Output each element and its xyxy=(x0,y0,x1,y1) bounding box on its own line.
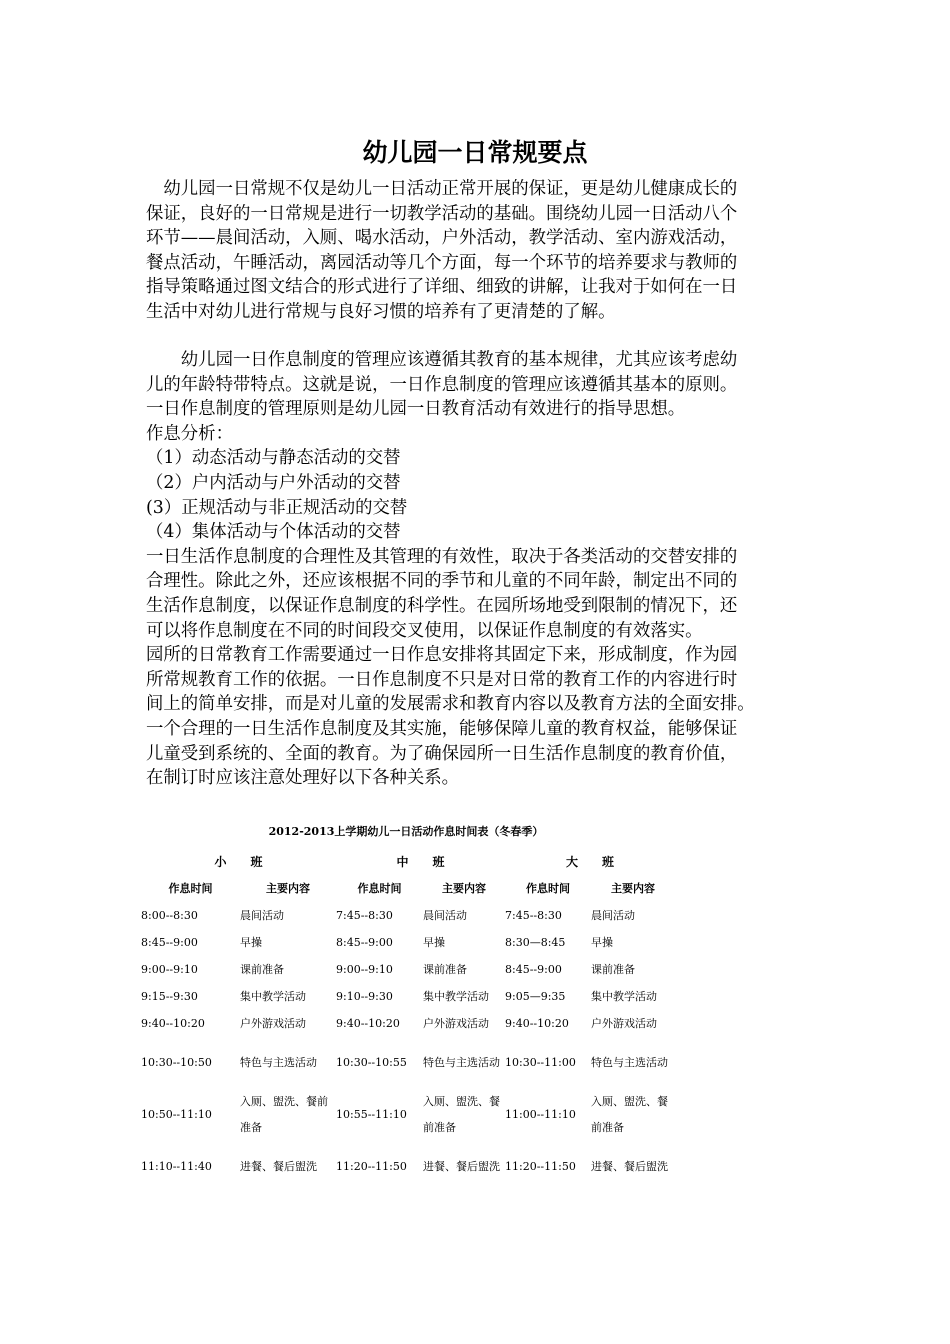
intro-line: 餐点活动，午睡活动，离园活动等几个方面，每一个环节的培养要求与教师的 xyxy=(146,252,738,273)
body-line: 在制订时应该注意处理好以下各种关系。 xyxy=(146,768,460,789)
schedule-table xyxy=(141,848,675,1193)
table-cell: 晨间活动 xyxy=(240,908,284,922)
table-cell: 课前准备 xyxy=(240,962,284,976)
table-cell: 9:40--10:20 xyxy=(505,1016,569,1030)
table-cell: 9:40--10:20 xyxy=(336,1016,400,1030)
table-cell: 集中教学活动 xyxy=(240,989,306,1003)
table-cell: 10:30--10:55 xyxy=(336,1056,407,1069)
intro-line: 指导策略通过图文结合的形式进行了详细、细致的讲解，让我对于如何在一日 xyxy=(146,277,738,298)
table-cell: 户外游戏活动 xyxy=(423,1016,489,1030)
body-line: 合理性。除此之外，还应该根据不同的季节和儿童的不同年龄，制定出不同的 xyxy=(146,571,738,592)
intro-line: 保证，良好的一日常规是进行一切教学活动的基础。围绕幼儿园一日活动八个 xyxy=(146,203,738,224)
column-header: 作息时间 xyxy=(168,882,213,895)
table-cell: 7:45--8:30 xyxy=(336,908,393,922)
intro-line: 生活中对幼儿进行常规与良好习惯的培养有了更清楚的了解。 xyxy=(146,301,616,322)
table-cell: 进餐、餐后盥洗 xyxy=(423,1160,500,1173)
table-cell: 课前准备 xyxy=(591,962,635,976)
table-cell: 11:00--11:10 xyxy=(505,1108,576,1121)
body-line: 儿的年龄特带特点。这就是说，一日作息制度的管理应该遵循其基本的原则。 xyxy=(146,374,738,395)
table-cell: 10:50--11:10 xyxy=(141,1108,212,1121)
body-line: 幼儿园一日作息制度的管理应该遵循其教育的基本规律，尤其应该考虑幼 xyxy=(146,350,738,370)
table-row xyxy=(141,902,675,929)
table-cell: 特色与主选活动 xyxy=(240,1056,317,1069)
table-cell: 7:45--8:30 xyxy=(505,908,562,922)
body-line: （4）集体活动与个体活动的交替 xyxy=(146,522,401,543)
body-line: 一个合理的一日生活作息制度及其实施，能够保障儿童的教育权益，能够保证 xyxy=(146,718,738,739)
body-line: 作息分析： xyxy=(146,423,233,444)
table-cell: 10:30--10:50 xyxy=(141,1056,212,1069)
main-body xyxy=(146,348,814,791)
table-cell: 特色与主选活动 xyxy=(591,1056,668,1069)
table-cell: 进餐、餐后盥洗 xyxy=(240,1160,317,1173)
body-line: (3）正规活动与非正规活动的交替 xyxy=(146,497,408,518)
table-cell: 进餐、餐后盥洗 xyxy=(591,1160,668,1173)
table-cell: 9:10--9:30 xyxy=(336,989,393,1003)
table-cell: 入厕、盥洗、餐前准备 xyxy=(423,1095,500,1134)
class-large-header: 大 班 xyxy=(565,854,614,869)
table-row xyxy=(141,983,675,1010)
body-line: （1）动态活动与静态活动的交替 xyxy=(146,448,401,469)
body-line: （2）户内活动与户外活动的交替 xyxy=(146,472,401,493)
column-header: 主要内容 xyxy=(611,882,655,895)
table-cell: 晨间活动 xyxy=(591,908,635,922)
class-middle-header: 中 班 xyxy=(396,854,445,869)
table-cell: 9:05—9:35 xyxy=(505,989,566,1003)
page-title: 幼儿园一日常规要点 xyxy=(362,138,588,167)
table-cell: 入厕、盥洗、餐前准备 xyxy=(240,1095,328,1134)
body-line: 一日生活作息制度的合理性及其管理的有效性，取决于各类活动的交替安排的 xyxy=(146,546,738,567)
class-header-row xyxy=(141,848,675,874)
table-cell: 8:45--9:00 xyxy=(505,962,562,976)
class-small-header: 小 班 xyxy=(214,854,263,869)
table-cell: 入厕、盥洗、餐前准备 xyxy=(591,1095,668,1134)
table-cell: 11:20--11:50 xyxy=(505,1160,576,1173)
table-cell: 集中教学活动 xyxy=(423,989,489,1003)
table-cell: 9:40--10:20 xyxy=(141,1016,205,1030)
table-cell: 户外游戏活动 xyxy=(240,1016,306,1030)
body-line: 可以将作息制度在不同的时间段交叉使用，以保证作息制度的有效落实。 xyxy=(146,620,703,641)
table-cell: 特色与主选活动 xyxy=(423,1056,500,1069)
table-cell: 课前准备 xyxy=(423,962,467,976)
table-row xyxy=(141,1141,675,1193)
table-cell: 8:30—8:45 xyxy=(505,935,566,949)
body-line: 园所的日常教育工作需要通过一日作息安排将其固定下来，形成制度，作为园 xyxy=(146,645,738,666)
column-header: 主要内容 xyxy=(442,882,486,895)
table-row xyxy=(141,956,675,983)
schedule-title: 2012-2013上学期幼儿一日活动作息时间表（冬春季） xyxy=(268,825,544,838)
body-line: 儿童受到系统的、全面的教育。为了确保园所一日生活作息制度的教育价值， xyxy=(146,743,738,764)
body-line: 所常规教育工作的依据。一日作息制度不只是对日常的教育工作的内容进行时 xyxy=(146,669,738,690)
table-cell: 8:45--9:00 xyxy=(336,935,393,949)
table-cell: 8:00--8:30 xyxy=(141,908,198,922)
body-line: 间上的简单安排，而是对儿童的发展需求和教育内容以及教育方法的全面安排。 xyxy=(146,694,755,715)
table-row xyxy=(141,1089,675,1141)
column-header: 作息时间 xyxy=(357,882,402,895)
table-cell: 9:15--9:30 xyxy=(141,989,198,1003)
table-cell: 11:10--11:40 xyxy=(141,1160,212,1173)
table-cell: 11:20--11:50 xyxy=(336,1160,407,1173)
table-row xyxy=(141,1037,675,1089)
body-line: 一日作息制度的管理原则是幼儿园一日教育活动有效进行的指导思想。 xyxy=(146,399,686,420)
table-row xyxy=(141,1010,675,1037)
column-header: 作息时间 xyxy=(526,882,570,895)
table-cell: 9:00--9:10 xyxy=(336,962,393,976)
intro-line: 幼儿园一日常规不仅是幼儿一日活动正常开展的保证，更是幼儿健康成长的 xyxy=(146,179,738,199)
table-cell: 9:00--9:10 xyxy=(141,962,198,976)
body-line: 生活作息制度，以保证作息制度的科学性。在园所场地受到限制的情况下，还 xyxy=(146,595,738,616)
table-cell: 早操 xyxy=(591,935,613,949)
table-row xyxy=(141,929,675,956)
table-cell: 晨间活动 xyxy=(423,908,467,922)
table-cell: 户外游戏活动 xyxy=(591,1016,657,1030)
intro-paragraph xyxy=(146,177,814,325)
table-cell: 8:45--9:00 xyxy=(141,935,198,949)
table-cell: 早操 xyxy=(423,935,445,949)
column-header-row xyxy=(141,874,675,902)
table-cell: 集中教学活动 xyxy=(591,989,657,1003)
table-cell: 10:30--11:00 xyxy=(505,1056,576,1069)
table-cell: 10:55--11:10 xyxy=(336,1108,407,1121)
intro-line: 环节——晨间活动，入厕、喝水活动，户外活动，教学活动、室内游戏活动， xyxy=(146,228,738,249)
column-header: 主要内容 xyxy=(266,882,310,895)
table-cell: 早操 xyxy=(240,935,262,949)
